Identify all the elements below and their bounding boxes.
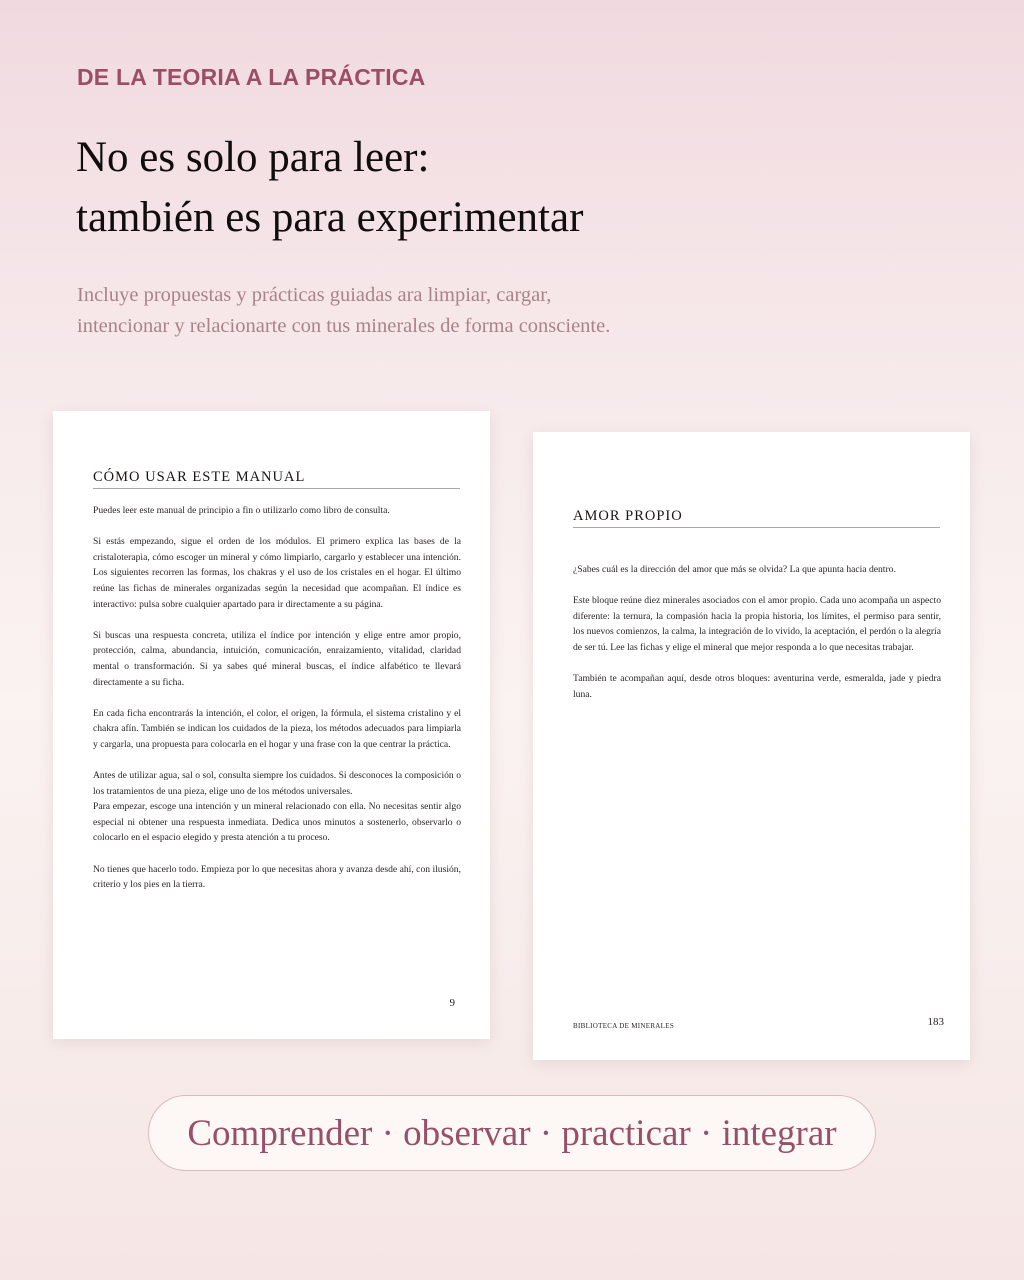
headline-line-2: también es para experimentar	[76, 194, 584, 241]
paragraph: Este bloque reúne diez minerales asociados con el amor propio. Cada uno acompaña un aspecto diferente: la ternura, la compasión hacia la propia historia, los límites, el permiso para sentir, los nuevos comienzos, la calma, la integración de lo vivido, la aceptación, el perdón o la alegría de ser tú. Lee las fichas y elige el mineral que mejor responda a lo que necesitas trabajar.	[573, 595, 941, 653]
subtitle-line-1: Incluye propuestas y prácticas guiadas ara limpiar, cargar,	[77, 284, 552, 306]
page-number: 9	[449, 997, 455, 1009]
paragraph: Para empezar, escoge una intención y un mineral relacionado con ella. No necesitas sentir algo especial ni obtener una respuesta inmediata. Dedica unos minutos a sostenerlo, observarlo o colocarlo en el espacio elegido y presta atención a tu proceso.	[93, 801, 461, 844]
subtitle	[77, 280, 717, 342]
page-heading: CÓMO USAR ESTE MANUAL	[93, 469, 460, 489]
steps-pill	[148, 1095, 876, 1171]
paragraph: Si estás empezando, sigue el orden de los módulos. El primero explica las bases de la cristaloterapia, cómo escoger un mineral y cómo limpiarlo, cargarlo y establecer una intención. Los siguientes recorren las formas, los chakras y el uso de los cristales en el hogar. El último reúne las fichas de minerales organizadas según la necesidad que acompañan. El índice es interactivo: pulsa sobre cualquier apartado para ir directamente a su página.	[93, 536, 461, 610]
headline-line-1: No es solo para leer:	[76, 134, 430, 181]
headline	[76, 128, 776, 248]
paragraph: Si buscas una respuesta concreta, utiliza el índice por intención y elige entre amor propio, protección, calma, abundancia, intuición, comunicación, enraizamiento, vitalidad, claridad mental o transformación. Si ya sabes qué mineral buscas, el índice alfabético te llevará directamente a su ficha.	[93, 629, 461, 688]
page-number: 183	[927, 1016, 944, 1028]
page-heading: AMOR PROPIO	[573, 508, 940, 528]
paragraph: No tienes que hacerlo todo. Empieza por lo que necesitas ahora y avanza desde ahí, con ilusión, criterio y los pies en la tierra.	[93, 863, 461, 891]
page-body	[573, 562, 941, 718]
steps-pill-label: Comprender · observar · practicar · integrar	[187, 1112, 837, 1154]
subtitle-line-2: intencionar y relacionarte con tus minerales de forma consciente.	[77, 315, 611, 337]
eyebrow-label: DE LA TEORIA A LA PRÁCTICA	[77, 64, 426, 90]
paragraph: En cada ficha encontrarás la intención, el color, el origen, la fórmula, el sistema cristalino y el chakra afín. También se indican los cuidados de la pieza, los métodos adecuados para limpiarla y cargarla, una propuesta para colocarla en el hogar y una frase con la que centrar la práctica.	[93, 707, 461, 750]
paragraph: Puedes leer este manual de principio a fin o utilizarlo como libro de consulta.	[93, 505, 390, 516]
book-page-left	[53, 411, 490, 1039]
paragraph: También te acompañan aquí, desde otros bloques: aventurina verde, esmeralda, jade y piedra luna.	[573, 673, 941, 700]
page-footer-label: BIBLIOTECA DE MINERALES	[573, 1022, 675, 1030]
paragraph: Antes de utilizar agua, sal o sol, consulta siempre los cuidados. Si desconoces la composición o los tratamientos de una pieza, elige uno de los métodos universales.	[93, 770, 461, 797]
book-page-right	[533, 432, 970, 1060]
paragraph: ¿Sabes cuál es la dirección del amor que más se olvida? La que apunta hacia dentro.	[573, 564, 896, 575]
page-body	[93, 503, 461, 908]
